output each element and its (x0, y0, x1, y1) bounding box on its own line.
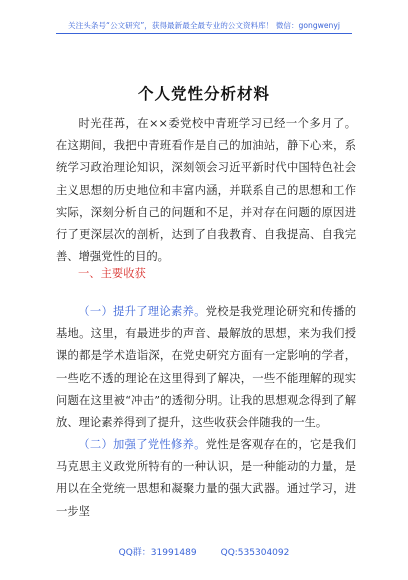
item1-text: 党校是我党理论研究和传播的基地。这里，有最进步的声音、最解放的思想，来为我们授课的都是学术造诣深，在党史研究方面有一定影响的学者，一些吃不透的理论在这里得到了解决，一些不能理解的现实问题在这里被“冲击”的透彻分明。让我的思想观念得到了解放、理论素养得到了提升，这些收获会伴随我的一生。 (56, 305, 356, 430)
item2-paragraph (56, 434, 356, 523)
footer-qq: QQ:535304092 (220, 548, 290, 558)
item2-heading: （二）加强了党性修养。 (78, 438, 206, 451)
header-rule (56, 33, 352, 34)
page-footer (0, 545, 408, 558)
page-header: 关注头条号“公文研究”，获得最新最全最专业的公文资料库！ 微信：gongwenyj (68, 21, 340, 30)
item1-heading: （一）提升了理论素养。 (78, 305, 206, 318)
document-title: 个人党性分析材料 (137, 84, 270, 103)
section-heading: 一、主要收获 (78, 267, 146, 280)
footer-qq-group: QQ群：31991489 (118, 548, 197, 558)
item2-text: 党性是客观存在的，它是我们马克思主义政党所特有的一种认识，是一种能动的力量，是用以在全党统一思想和凝聚力量的强大武器。通过学习，进一步坚 (56, 438, 356, 518)
intro-paragraph (56, 113, 356, 268)
item1-paragraph (56, 301, 356, 434)
intro-text: 时光荏苒，在××委党校中青班学习已经一个多月了。在这期间，我把中青班看作是自己的加油站，静下心来，系统学习政治理论知识，深刻领会习近平新时代中国特色社会主义思想的历史地位和丰富内涵，并联系自己的思想和工作实际，深刻分析自己的问题和不足，并对存在问题的原因进行了更深层次的剖析，达到了自我教育、自我提高、自我完善、增强党性的目的。 (56, 117, 356, 264)
